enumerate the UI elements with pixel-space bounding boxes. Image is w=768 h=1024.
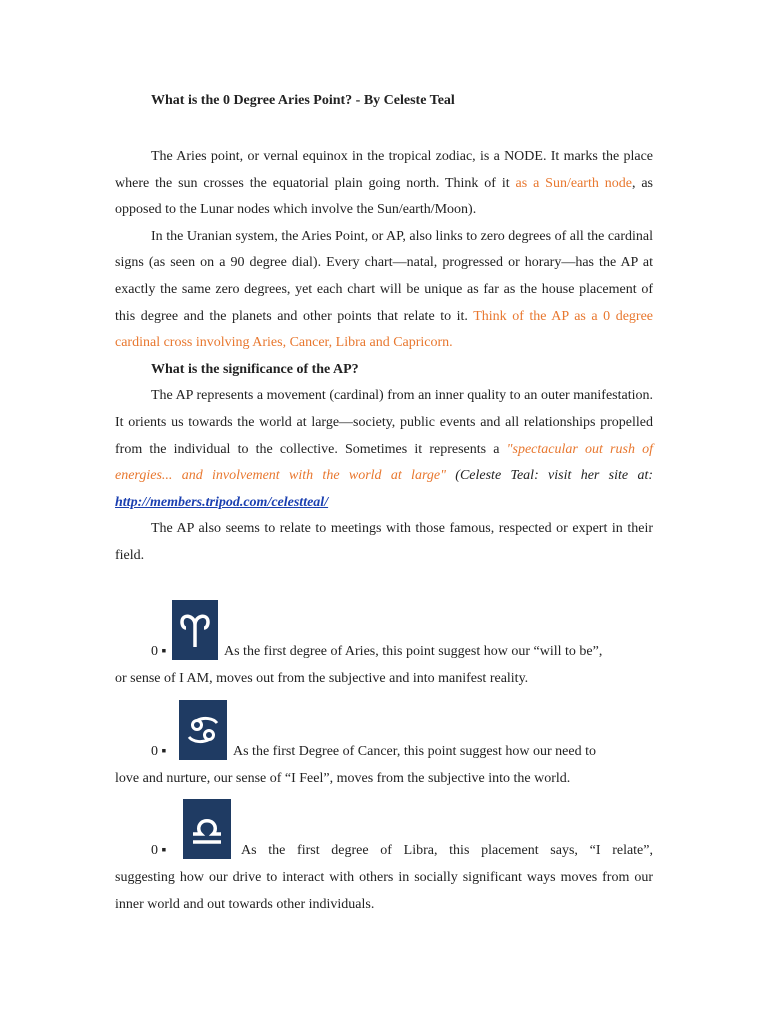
paragraph-2: In the Uranian system, the Aries Point, or AP, also links to zero degrees of all the cardinal signs (as seen on a 90 degree dial). Every chart—natal, progressed or horary—has the AP at exactly the same zero degrees, yet each chart will be unique as far as the house placement of this degree and the planets and other points that relate to it. Think of the AP as a 0 degree cardinal cross involving Aries, Cancer, Libra and Capricorn. <box>115 228 654 351</box>
document-title: What is the 0 Degree Aries Point? - By Celeste Teal <box>151 93 455 108</box>
sign-aries-block: 0 ▪ As the first degree of Aries, this point suggest how our “will to be”, or sense of I AM, moves out from the subjective and into manifest reality. <box>115 600 653 693</box>
libra-icon <box>183 799 231 859</box>
cancer-icon <box>179 700 227 760</box>
subheading: What is the significance of the AP? <box>151 361 359 377</box>
site-link[interactable]: http://members.tripod.com/celestteal/ <box>115 494 329 510</box>
degree-marker: 0 ▪ <box>151 744 167 760</box>
degree-marker: 0 ▪ <box>151 644 167 660</box>
document-body <box>115 144 653 570</box>
highlight-text: as a Sun/earth node <box>515 175 632 191</box>
sign-cancer-block: 0 ▪ As the first Degree of Cancer, this point suggest how our need to love and nurture, our sense of “I Feel”, moves from the subjective into the world. <box>115 700 653 793</box>
quote-text: "spectacular out rush of energies... and involvement with the world at large" <box>115 441 653 484</box>
highlight-text: Think of the AP as a 0 degree cardinal cross involving Aries, Cancer, Libra and Capricorn. <box>115 308 654 351</box>
paragraph-1: The Aries point, or vernal equinox in the tropical zodiac, is a NODE. It marks the place where the sun crosses the equatorial plain going north. Think of it as a Sun/earth node, as opposed to the Lunar nodes which involve the Sun/earth/Moon). <box>115 149 653 218</box>
degree-marker: 0 ▪ <box>151 843 167 859</box>
paragraph-4: The AP also seems to relate to meetings with those famous, respected or expert in their field. <box>115 521 653 563</box>
paragraph-3: The AP represents a movement (cardinal) from an inner quality to an outer manifestation. It orients us towards the world at large—society, public events and all relationships propelled from the individual to the collective. Sometimes it represents a "spectacular out rush of energies... and involvement with the world at large" (Celeste Teal: visit her site at: http://members.tripod.com/celestteal/ <box>115 388 653 510</box>
sign-libra-block: 0 ▪ As the first degree of Libra, this placement says, “I relate”, suggesting how our drive to interact with others in socially significant ways moves from our inner world and out towards other individuals. <box>115 799 653 918</box>
aries-icon <box>172 600 218 660</box>
